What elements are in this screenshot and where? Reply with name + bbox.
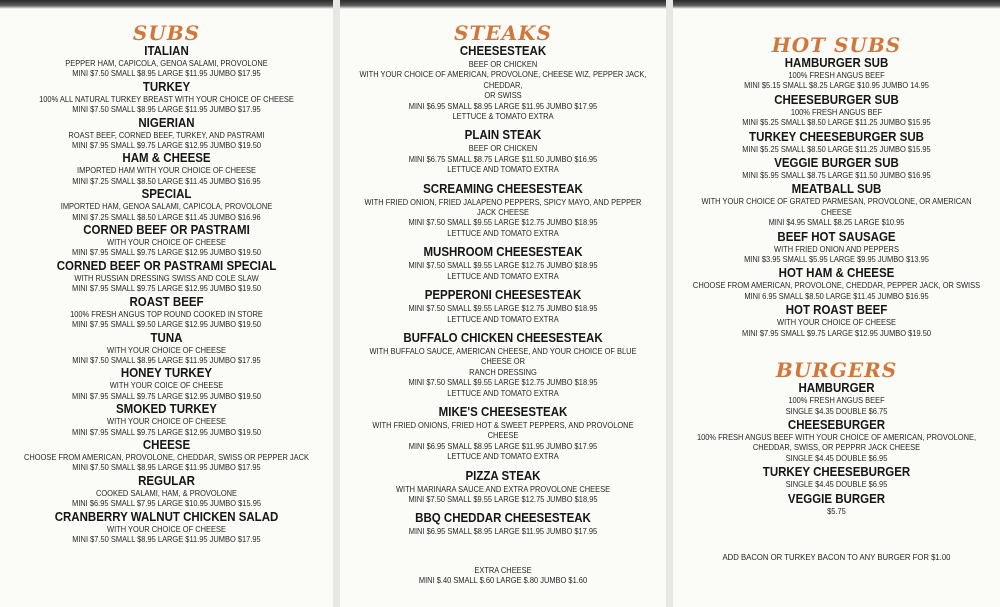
item-name: NIGERIAN [138,115,195,130]
hot-subs-list [673,56,1000,338]
item-price: MINI $6.95 SMALL $8.95 LARGE $11.95 JUMBO $17.95 LETTUCE AND TOMATO EXTRA [408,440,598,462]
menu-item [340,245,666,281]
subs-title: SUBS [132,21,201,45]
item-name: CHEESESTEAK [459,44,547,58]
item-name: CHEESEBURGER SUB [774,92,899,107]
subs-column [0,0,333,607]
item-description: WITH YOUR CHOICE OF CHEESE [777,317,896,328]
extra-cheese [340,565,666,586]
item-price: MINI $5.95 SMALL $8.75 LARGE $11.50 JUMBO $16.95 [742,170,931,181]
bacon-note: ADD BACON OR TURKEY BACON TO ANY BURGER FOR $1.00 [722,551,951,562]
item-price: MINI $7.50 SMALL $8.95 LARGE $11.95 JUMBO $17.95 [72,68,261,79]
item-description: WITH FRIED ONION AND PEPPERS [774,243,899,254]
item-price: MINI $7.95 SMALL $9.75 LARGE $12.95 JUMBO $19.50 [72,247,262,258]
menu-item [673,230,1000,265]
item-price: MINI $5.25 SMALL $8.50 LARGE $11.25 JUMBO $15.95 [742,143,931,154]
item-price: MINI $7.95 SMALL $9.75 LARGE $12.95 JUMBO $19.50 [742,327,931,338]
item-description: WITH YOUR COICE OF CHEESE [109,380,224,391]
top-band [0,0,333,9]
item-price: MINI $7.50 SMALL $9.55 LARGE $12.75 JUMBO $18.95 LETTUCE AND TOMATO EXTRA [408,260,598,281]
menu-item [673,56,1000,91]
menu-item [0,295,333,330]
item-name: BBQ CHEDDAR CHEESESTEAK [415,511,591,526]
menu-item [0,151,333,186]
item-description: 100% FRESH ANGUS BEEF [788,395,885,406]
top-band [673,0,1000,9]
item-name: HAMBURGER SUB [784,56,889,70]
item-description: BEEF OR CHICKEN WITH YOUR CHOICE OF AMERICAN, PROVOLONE, CHEESE WIZ, PEPPER JACK, CHEDDAR, OR SWISS [359,59,647,101]
extra-cheese-label: EXTRA CHEESE [474,564,532,575]
menu-item [340,288,666,324]
item-name: CHEESE [142,437,191,452]
item-price: MINI $5.15 SMALL $8.25 LARGE $10.95 JUMBO 14.95 [744,80,929,91]
item-name: SMOKED TURKEY [116,402,217,417]
item-name: TURKEY CHEESEBURGER [762,465,911,480]
item-name: TURKEY CHEESEBURGER SUB [749,129,924,144]
item-name: HAMBURGER [798,381,875,396]
item-name: HOT ROAST BEEF [785,303,888,318]
hot-subs-title: HOT SUBS [771,33,902,57]
menu-item [0,80,333,115]
item-name: SPECIAL [141,187,192,202]
item-name: CORNED BEEF OR PASTRAMI [83,223,250,238]
item-price: MINI $6.75 SMALL $8.75 LARGE $11.50 JUMBO $16.95 LETTUCE AND TOMATO EXTRA [408,153,598,175]
menu-item [340,182,666,239]
item-name: HAM & CHEESE [122,151,211,166]
item-price: MINI $7.50 SMALL $9.55 LARGE $12.75 JUMBO $18.95 LETTUCE AND TOMATO EXTRA [408,303,598,324]
item-name: ITALIAN [144,44,189,58]
item-price: SINGLE $4.45 DOUBLE $6.95 [785,452,888,463]
item-description: COOKED SALAMI, HAM, & PROVOLONE [95,487,238,498]
item-price: MINI $7.25 SMALL $8.50 LARGE $11.45 JUMBO $16.96 [72,211,261,222]
item-name: BUFFALO CHICKEN CHEESESTEAK [403,330,603,345]
item-description: WITH YOUR CHOICE OF CHEESE [107,237,226,248]
item-description: WITH BUFFALO SAUCE, AMERICAN CHEESE, AND YOUR CHOICE OF BLUE CHEESE OR RANCH DRESSING [369,345,637,377]
item-name: HOT HAM & CHEESE [778,266,895,281]
item-price: MINI $7.50 SMALL $8.95 LARGE $11.95 JUMBO $17.95 [72,533,261,544]
menu-item [0,510,333,545]
top-band [340,0,666,9]
item-price: MINI $7.50 SMALL $9.55 LARGE $12.75 JUMBO $18.95 [408,493,598,504]
item-description: ROAST BEEF, CORNED BEEF, TURKEY, AND PASTRAMI [68,129,265,140]
steaks-list [340,44,666,537]
item-price: MINI $3.95 SMALL $5.95 LARGE $9.95 JUMBO $13.95 [744,254,929,265]
item-name: CORNED BEEF OR PASTRAMI SPECIAL [56,258,277,273]
item-price: MINI $7.95 SMALL $9.50 LARGE $12.95 JUMBO $19.50 [72,319,262,330]
item-name: REGULAR [138,473,195,488]
item-price: MINI $7.50 SMALL $9.55 LARGE $12.75 JUMBO $18.95 LETTUCE AND TOMATO EXTRA [408,377,598,398]
menu-item [340,44,666,121]
item-price: MINI $7.95 SMALL $9.75 LARGE $12.95 JUMBO $19.50 [72,283,262,294]
item-price: $5.75 [827,505,846,516]
item-price: MINI $7.25 SMALL $8.50 LARGE $11.45 JUMBO $16.95 [72,175,261,186]
item-description: IMPORTED HAM, GENOA SALAMI, CAPICOLA, PROVOLONE [60,201,273,212]
menu-item [340,511,666,536]
item-name: MEATBALL SUB [791,182,882,197]
item-name: MUSHROOM CHEESESTEAK [423,245,583,260]
menu-item [0,116,333,151]
item-description: 100% FRESH ANGUS BEF [790,106,883,117]
item-name: VEGGIE BURGER SUB [774,156,899,171]
extra-cheese-price: MINI $.40 SMALL $.60 LARGE $.80 JUMBO $1.60 [418,575,588,586]
subs-list [0,44,333,544]
item-description: WITH FRIED ONION, FRIED JALAPENO PEPPERS, SPICY MAYO, AND PEPPER JACK CHEESE [364,196,642,218]
item-name: TURKEY [142,79,191,94]
item-name: SCREAMING CHEESESTEAK [423,181,583,196]
item-price: MINI $7.50 SMALL $8.95 LARGE $11.95 JUMBO $17.95 [72,354,261,365]
menu-item [673,418,1000,463]
burgers-list [673,381,1000,516]
burgers-title: BURGERS [775,358,898,383]
menu-item [673,303,1000,338]
item-description: IMPORTED HAM WITH YOUR CHOICE OF CHEESE [77,165,256,176]
menu-item [0,187,333,222]
hot-subs-burgers-column [673,0,1000,607]
item-name: TUNA [150,330,183,345]
item-price: MINI 6.95 SMALL $8.50 LARGE $11.45 JUMBO $16.95 [744,290,929,301]
item-description: WITH FRIED ONIONS, FRIED HOT & SWEET PEPPERS, AND PROVOLONE CHEESE [372,419,634,441]
menu-item [0,44,333,79]
item-price: MINI $7.50 SMALL $9.55 LARGE $12.75 JUMBO $18.95 LETTUCE AND TOMATO EXTRA [408,217,598,238]
item-description: PEPPER HAM, CAPICOLA, GENOA SALAMI, PROVOLONE [65,58,268,68]
menu-item [0,474,333,509]
item-price: MINI $7.95 SMALL $9.75 LARGE $12.95 JUMBO $19.50 [72,426,262,437]
menu-item [673,381,1000,416]
menu-item [0,223,333,258]
item-description: WITH YOUR CHOICE OF CHEESE [107,344,226,355]
menu-item [673,492,1000,516]
item-price: MINI $7.50 SMALL $8.95 LARGE $11.95 JUMBO $17.95 [72,104,261,115]
item-description: WITH MARINARA SAUCE AND EXTRA PROVOLONE CHEESE [395,483,611,494]
item-description: 100% ALL NATURAL TURKEY BREAST WITH YOUR CHOICE OF CHEESE [39,93,294,104]
item-name: CHEESEBURGER [787,417,886,432]
item-price: MINI $6.95 SMALL $7.95 LARGE $10.95 JUMBO $15.95 [72,498,262,509]
item-description: CHOOSE FROM AMERICAN, PROVOLONE, CHEDDAR, SWISS OR PEPPER JACK [23,451,310,462]
item-price: MINI $7.50 SMALL $8.95 LARGE $11.95 JUMBO $17.95 [72,462,261,473]
item-price: MINI $6.95 SMALL $8.95 LARGE $11.95 JUMBO $17.95 LETTUCE & TOMATO EXTRA [408,100,598,122]
item-name: PEPPERONI CHEESESTEAK [424,288,582,303]
item-description: WITH RUSSIAN DRESSING SWISS AND COLE SLAW [74,272,259,283]
menu-item [673,130,1000,154]
menu-item [340,405,666,462]
item-price: MINI $4.95 SMALL $8.25 LARGE $10.95 [768,217,905,228]
item-name: VEGGIE BURGER [787,491,886,506]
item-price: MINI $6.95 SMALL $8.95 LARGE $11.95 JUMBO $17.95 [408,526,598,537]
item-description: WITH YOUR CHOICE OF GRATED PARMESAN, PROVOLONE, OR AMERICAN CHEESE [701,196,972,217]
menu-item [0,438,333,473]
item-price: MINI $7.95 SMALL $9.75 LARGE $12.95 JUMBO $19.50 [72,140,262,151]
item-name: PLAIN STEAK [464,128,542,143]
item-name: PIZZA STEAK [465,468,541,483]
menu-item [673,93,1000,128]
item-description: CHOOSE FROM AMERICAN, PROVOLONE, CHEDDAR, PEPPER JACK, OR SWISS [692,280,981,291]
item-name: BEEF HOT SAUSAGE [777,229,896,244]
item-price: MINI $7.95 SMALL $9.75 LARGE $12.95 JUMBO $19.50 [72,390,262,401]
item-price: SINGLE $4.45 DOUBLE $6.95 [785,479,888,490]
menu-item [673,266,1000,301]
item-description: 100% FRESH ANGUS BEEF [788,70,885,80]
item-name: ROAST BEEF [129,294,204,309]
menu-item [673,156,1000,180]
item-description: 100% FRESH ANGUS BEEF WITH YOUR CHOICE OF AMERICAN, PROVOLONE, CHEDDAR, SWISS, OR PEPPRR JACK CHEESE [696,431,977,453]
item-description: WITH YOUR CHOICE OF CHEESE [107,416,226,427]
menu-item [340,128,666,174]
item-price: SINGLE $4.35 DOUBLE $6.75 [785,405,888,416]
item-description: WITH YOUR CHOICE OF CHEESE [107,523,226,534]
menu-item [673,465,1000,489]
steaks-title: STEAKS [454,21,552,45]
menu-item [673,182,1000,227]
item-description: 100% FRESH ANGUS TOP ROUND COOKED IN STORE [70,308,263,319]
item-name: MIKE'S CHEESESTEAK [438,404,568,419]
steaks-column [340,0,666,607]
menu-item [0,402,333,437]
menu-item [0,331,333,366]
menu-item [0,259,333,294]
item-description: BEEF OR CHICKEN [468,143,538,154]
menu-item [340,331,666,398]
item-name: HONEY TURKEY [120,366,213,381]
menu-item [340,469,666,505]
item-price: MINI $5.25 SMALL $8.50 LARGE $11.25 JUMBO $15.95 [742,117,931,128]
item-name: CRANBERRY WALNUT CHICKEN SALAD [54,509,279,524]
menu-item [0,366,333,401]
